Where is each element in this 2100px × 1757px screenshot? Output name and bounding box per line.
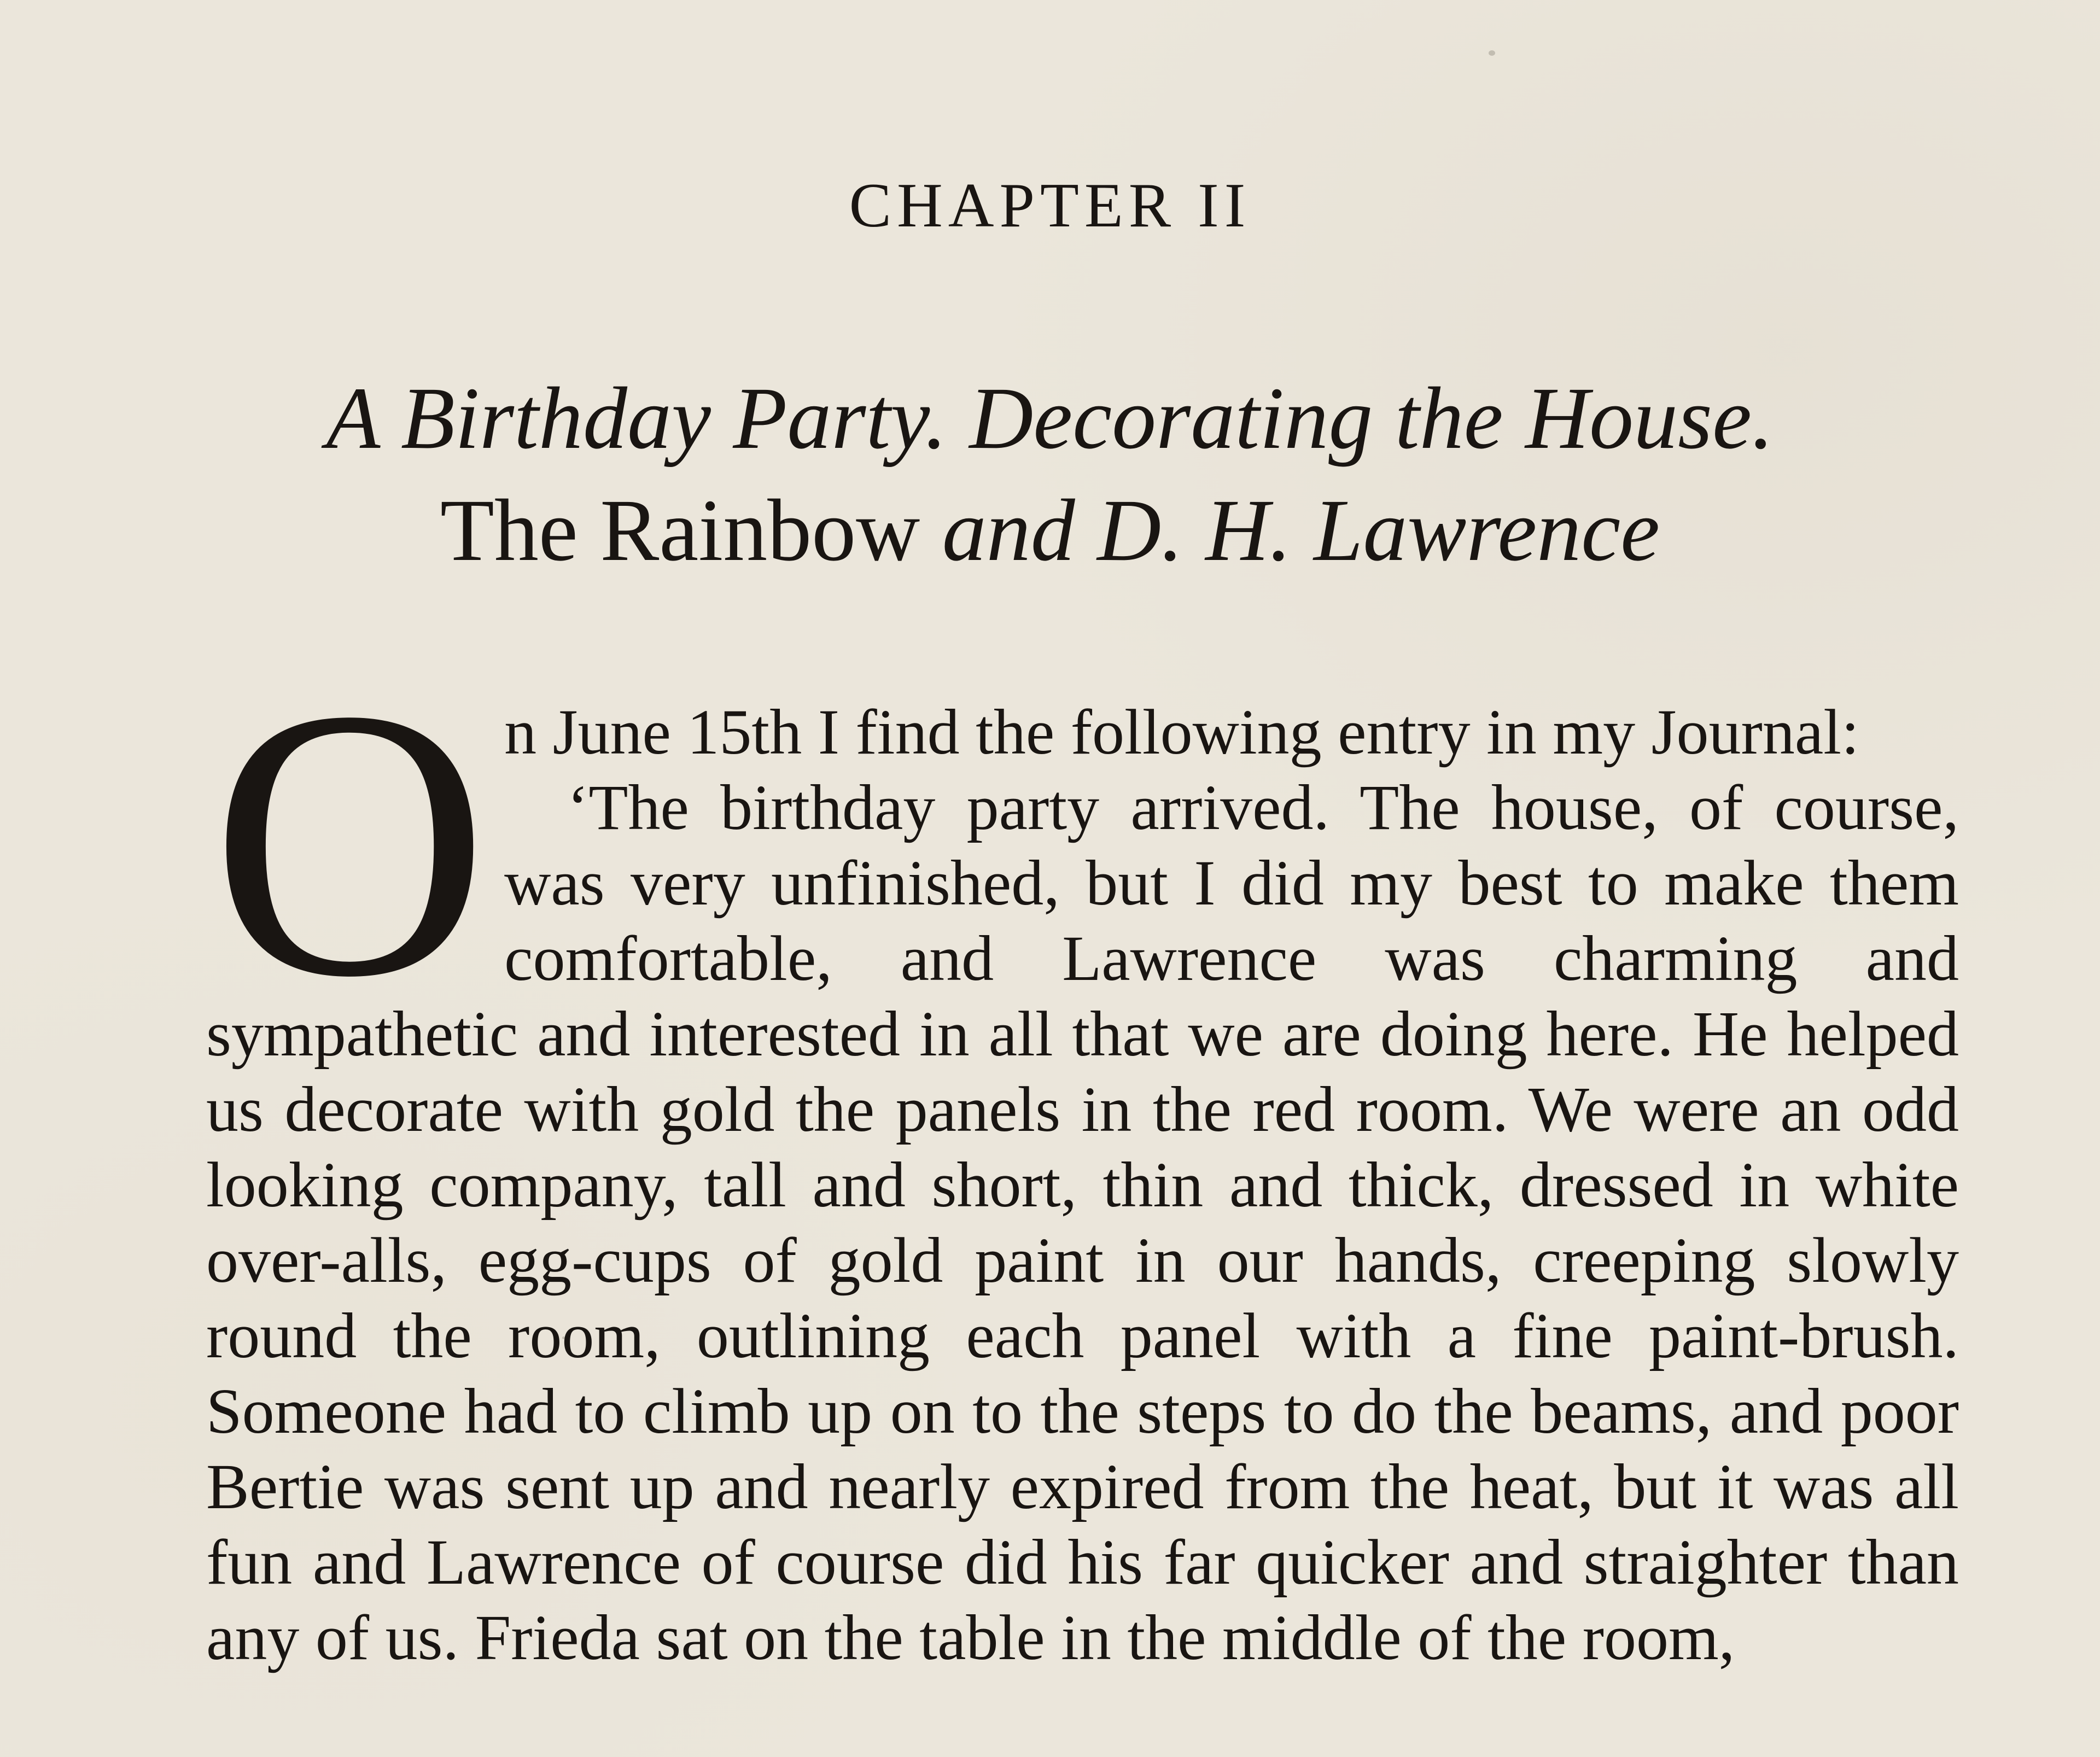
chapter-title-line-1: A Birthday Party. Decorating the House. <box>326 370 1774 468</box>
quoted-journal-paragraph: ‘The birthday party arrived. The house, of course, was very unfinished, but I did my best to make them comfortable, and Lawrence was charming and sympathetic and interested in all that we are doing here. He helped us decorate with gold the panels in the red room. We were an odd looking company, tall and short, thin and thick, dressed in white over-alls, egg-cups of gold paint in our hands, creeping slowly round the room, outlining each panel with a fine paint-brush. Someone had to climb up on to the steps to do the beams, and poor Bertie was sent up and nearly expired from the heat, but it was all fun and Lawrence of course did his far quicker and straighter than any of us. Frieda sat on the table in the middle of the room, <box>206 772 1959 1673</box>
chapter-title-line-2 <box>0 482 2100 580</box>
opening-sentence: n June 15th I find the following entry in my Journal: <box>504 696 1859 768</box>
chapter-title-subject: and D. H. Lawrence <box>942 482 1660 580</box>
chapter-heading: CHAPTER II <box>849 171 1251 241</box>
journal-entry-text <box>206 630 1959 1676</box>
drop-cap-letter: O <box>211 630 489 1056</box>
book-title-rainbow: The Rainbow <box>440 482 920 580</box>
paper-speck <box>1489 50 1495 56</box>
